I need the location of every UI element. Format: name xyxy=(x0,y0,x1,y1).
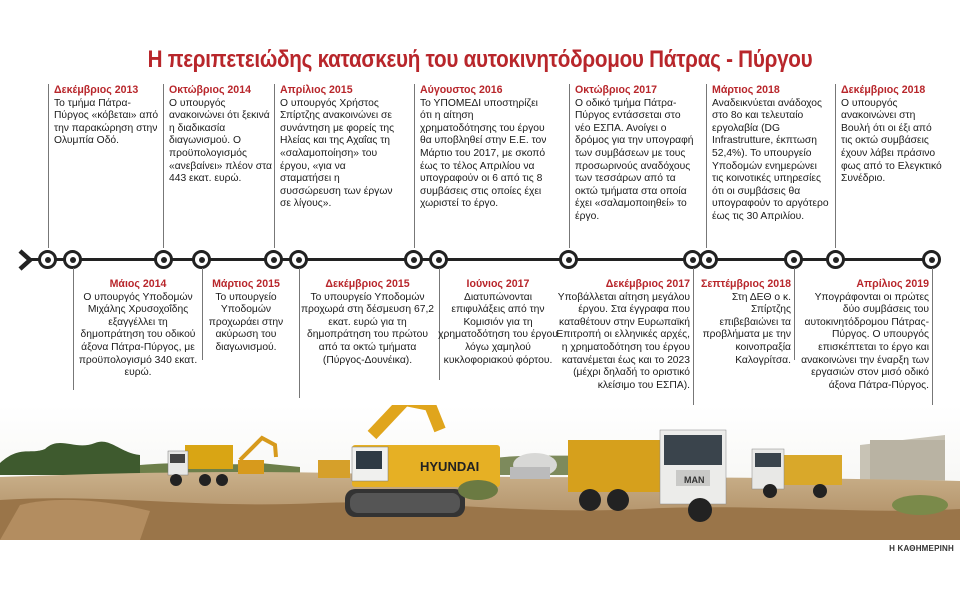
event-dec-2018 xyxy=(835,84,945,248)
event-may-2014 xyxy=(76,278,200,380)
arrow-icon xyxy=(14,247,40,273)
event-date: Ιούνιος 2017 xyxy=(466,278,530,290)
event-date: Δεκέμβριος 2013 xyxy=(54,84,139,96)
event-text: Ο οδικό τμήμα Πάτρα-Πύργος εντάσσεται στο νέο ΕΣΠΑ. Ανοίγει ο δρόμος για την υπογραφή των συμβάσεων με τους προσωρινούς αναδόχους των τεσσάρων από τα οκτώ τμήματα στα οποία έχει «σαλαμοποιηθεί» το έργο. xyxy=(575,97,694,222)
event-text: Ο υπουργός ανακοινώνει στη Βουλή ότι οι έξι από τις οκτώ συμβάσεις έχουν λάβει πράσινο φως από το Ελεγκτικό Συνέδριο. xyxy=(841,97,942,185)
event-oct-2017 xyxy=(569,84,697,248)
event-date: Απρίλιος 2015 xyxy=(280,84,353,96)
timeline-dot xyxy=(559,250,578,269)
connector-line xyxy=(73,268,74,390)
truck-brand-text: HYUNDAI xyxy=(420,459,480,474)
event-dec-2013 xyxy=(48,84,160,248)
event-text: Υποβάλλεται αίτηση μεγάλου έργου. Στα έγγραφα που καταθέτουν στην Ευρωπαϊκή Επιτροπή οι ελληνικές αρχές, η χρηματοδότηση του έργου κατανέμεται έως και το 2023 (μέχρι δηλαδή το οριστικό κλείσιμο του ΕΣΠΑ). xyxy=(556,291,690,391)
timeline-dot xyxy=(429,250,448,269)
event-text: Στη ΔΕΘ ο κ. Σπίρτζης επιβεβαιώνει τα προβλήματα με την κοινοπραξία Καλογρίτσα. xyxy=(702,291,791,366)
event-sep-2018 xyxy=(695,278,791,367)
timeline xyxy=(0,240,960,280)
timeline-dot xyxy=(264,250,283,269)
event-apr-2015 xyxy=(274,84,396,248)
page-title: Η περιπετειώδης κατασκευή του αυτοκινητόδρομου Πάτρας - Πύργου xyxy=(147,46,813,73)
event-date: Δεκέμβριος 2017 xyxy=(605,278,690,290)
event-date: Σεπτέμβριος 2018 xyxy=(701,278,791,290)
event-date: Οκτώβριος 2017 xyxy=(575,84,657,96)
event-text: Ο υπουργός Χρήστος Σπίρτζης ανακοινώνει σε συνάντηση με φορείς της Ηλείας και της Αχαΐας τη «σαλαμοποίηση» του έργου, «για να σταματήσει η συσσώρευση των έργων σε λίγους». xyxy=(280,97,395,210)
event-date: Οκτώβριος 2014 xyxy=(169,84,251,96)
timeline-dot xyxy=(192,250,211,269)
timeline-dot xyxy=(826,250,845,269)
event-date: Απρίλιος 2019 xyxy=(856,278,929,290)
truck-badge-text: MAN xyxy=(684,475,705,485)
event-date: Αύγουστος 2016 xyxy=(420,84,503,96)
event-jun-2017 xyxy=(438,278,558,367)
event-mar-2018 xyxy=(706,84,831,248)
connector-line xyxy=(932,268,933,406)
timeline-dot xyxy=(289,250,308,269)
event-mar-2015 xyxy=(200,278,292,355)
event-aug-2016 xyxy=(414,84,552,248)
event-date: Δεκέμβριος 2015 xyxy=(325,278,410,290)
event-apr-2019 xyxy=(797,278,929,392)
timeline-dot xyxy=(699,250,718,269)
event-date: Μάρτιος 2015 xyxy=(212,278,280,290)
event-dec-2017 xyxy=(555,278,690,392)
construction-site-photo xyxy=(0,405,960,540)
event-text: Ο υπουργός Υποδομών Μιχάλης Χρυσοχοΐδης εξαγγέλλει τη δημοπράτηση του οδικού άξονα Πάτρα-Πύργος, με προϋπολογισμό 340 εκατ. ευρώ. xyxy=(78,291,198,379)
timeline-dot xyxy=(922,250,941,269)
event-oct-2014 xyxy=(163,84,275,248)
event-text: Ο υπουργός ανακοινώνει ότι ξεκινά η διαδικασία διαγωνισμού. Ο προϋπολογισμός «ανεβαίνει» πλέον στα 443 εκατ. ευρώ. xyxy=(169,97,273,185)
event-date: Μάιος 2014 xyxy=(109,278,167,290)
timeline-dot xyxy=(404,250,423,269)
event-date: Μάρτιος 2018 xyxy=(712,84,780,96)
event-text: Υπογράφονται οι πρώτες δύο συμβάσεις του αυτοκινητόδρομου Πάτρας-Πύργος. Ο υπουργός επισκέπτεται το έργο και ανακοινώνει την έναρξη των εργασιών στον μισό οδικό άξονα Πάτρα-Πύργος. xyxy=(801,291,929,391)
event-text: Διατυπώνονται επιφυλάξεις από την Κομισιόν για τη χρηματοδότηση του έργου λόγω χαμηλού κυκλοφοριακού φόρτου. xyxy=(438,291,558,366)
event-text: Αναδεικνύεται ανάδοχος στο 8ο και τελευταίο εργολαβία (DG Infrastrutture, έκπτωση 52,4%). Το υπουργείο Υποδομών ενημερώνει τις κοινοτικές υπηρεσίες ότι οι συμβάσεις θα υπογραφούν το αργότερο έως τις 30 Απριλίου. xyxy=(712,97,829,222)
event-text: Το υπουργείο Υποδομών προχωράει στην ακύρωση του διαγωνισμού. xyxy=(208,291,284,353)
connector-line xyxy=(794,268,795,360)
timeline-dot xyxy=(63,250,82,269)
source-credit: Η ΚΑΘΗΜΕΡΙΝΗ xyxy=(889,544,954,553)
timeline-dot xyxy=(38,250,57,269)
event-text: Το τμήμα Πάτρα-Πύργος «κόβεται» από την παρακώρηση στην Ολυμπία Οδό. xyxy=(54,97,159,147)
event-dec-2015 xyxy=(300,278,435,367)
connector-line xyxy=(693,268,694,406)
timeline-dot xyxy=(154,250,173,269)
event-text: Το υπουργείο Υποδομών προχωρά στη δέσμευση 67,2 εκατ. ευρώ για τη δημοπράτηση του πρώτου από τα οκτώ τμήματα (Πύργος-Δουνέικα). xyxy=(300,291,435,366)
event-text: Το ΥΠΟΜΕΔΙ υποστηρίζει ότι η αίτηση χρηματοδότησης του έργου θα υποβληθεί στην Ε.Ε. τον Μάρτιο του 2017, με σκοπό έως το τέλος Απριλίου να υπογραφούν οι 6 από τις 8 συμβάσεις στις οποίες έχει χωριστεί το έργο. xyxy=(420,97,547,210)
event-date: Δεκέμβριος 2018 xyxy=(841,84,926,96)
timeline-dot xyxy=(784,250,803,269)
